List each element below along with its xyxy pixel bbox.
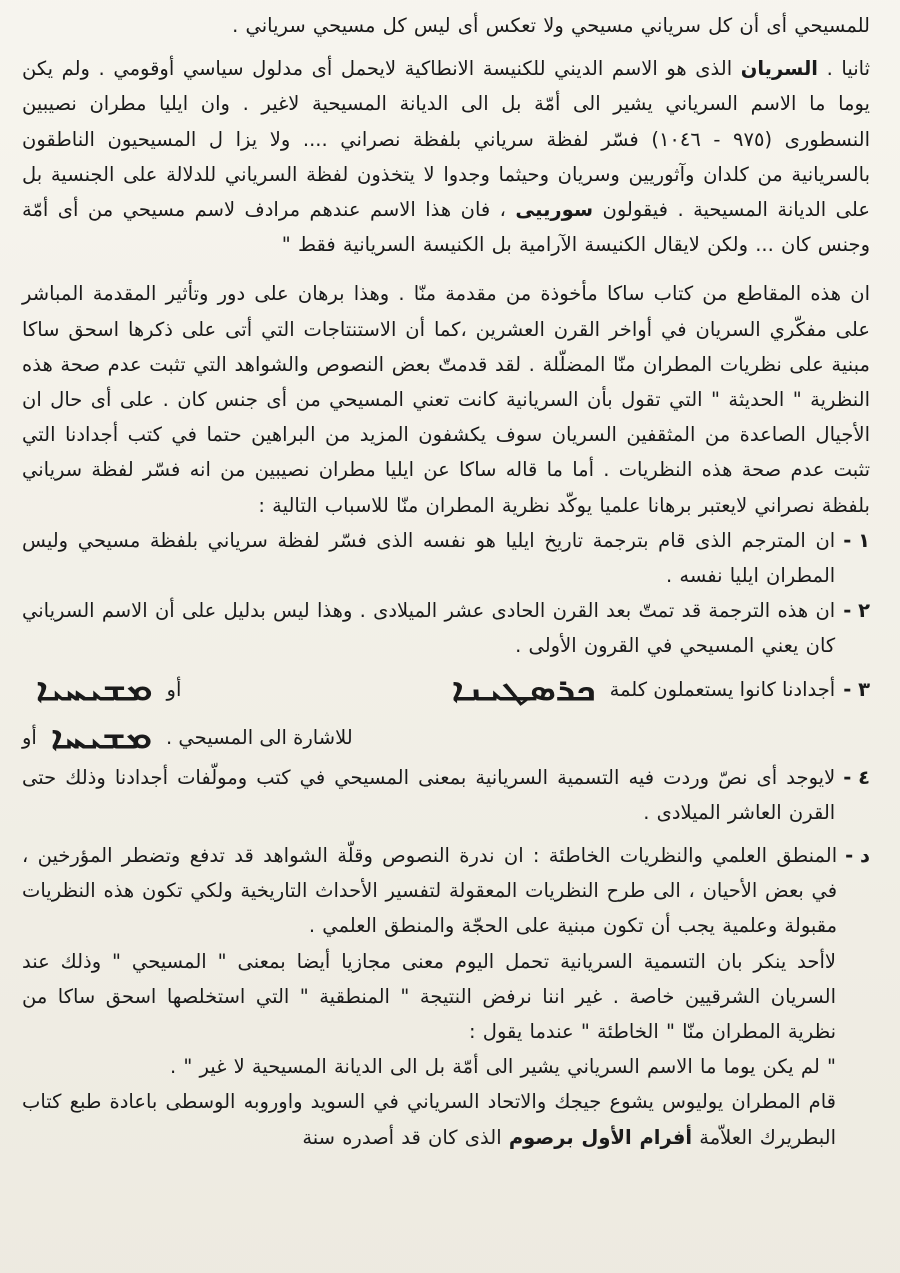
paragraph-second-tail: ، فان هذا الاسم عندهم مرادف لاسم مسيحي من أى أمّة وجنس كان ... ولكن لايقال الكنيسة الآرامية بل الكنيسة السريانية فقط " — [22, 198, 870, 257]
list-item-syriac-continuation — [22, 716, 870, 760]
section-d — [22, 838, 870, 944]
list-item-number: ٤ - — [843, 765, 870, 789]
syriac-word-mshiha: ܡܫܝܚܐ — [50, 720, 153, 755]
paragraph-analysis: ان هذه المقاطع من كتاب ساكا مأخوذة من مقدمة منّا . وهذا برهان على دور وتأثير المقدمة المباشر على مفكّري السريان في أواخر القرن العشرين ،كما أن الاستنتاجات التي أتى على ذكرها اسحق ساكا مبنية على نظريات المطران منّا المضلّلة . لقد قدمتّ بعض النصوص والشواهد التي تثبت عدم صحة هذه النظرية " الحديثة " التي تقول بأن السريانية كانت تعني المسيحي من أى جنس كان . على أى حال ان الأجيال الصاعدة من المثقفين السريان سوف يكشفون المزيد من البراهين حتما في كتب أجدادنا التي تثبت عدم صحة هذه النظريات . أما ما قاله ساكا عن ايليا مطران نصيبين من انه فسّر لفظة سرياني بلفظة نصراني لايعتبر برهانا علميا يوكّد نظرية المطران منّا للاسباب التالية : — [22, 282, 870, 517]
list-item-text: ان المترجم الذى قام بترجمة تاريخ ايليا هو نفسه الذى فسّر لفظة سرياني بلفظة مسيحي وليس المطران ايليا نفسه . — [22, 528, 836, 588]
list-item-text: لايوجد أى نصّ وردت فيه التسمية السريانية بمعنى المسيحي في كتب ومولّفات أجدادنا وذلك حتى القرن العاشر الميلادى . — [22, 765, 836, 824]
section-d-label: د - — [845, 844, 870, 868]
list-item — [22, 593, 870, 663]
term-sourayee: سورييى — [515, 198, 594, 222]
list-item-text: أجدادنا كانوا يستعملون كلمة — [609, 678, 836, 702]
term-syriac: السريان — [740, 57, 818, 81]
list-item-number: ٣ - — [843, 678, 870, 702]
paragraph-intro: للمسيحي أى أن كل سرياني مسيحي ولا تعكس أى ليس كل مسيحي سرياني . — [232, 14, 870, 37]
patriarch-name: أفرام الأول برصوم — [508, 1125, 693, 1149]
syriac-word-krestyana: ܟܪܣܛܝܢܐ — [451, 672, 596, 707]
paragraph-second-body: الذى هو الاسم الديني للكنيسة الانطاكية لايحمل أى مدلول سياسي أوقومي . ولم يكن يوما ما الاسم السرياني يشير الى أمّة بل الى الديانة المسيحية لاغير . وان ايليا مطران نصيبين النسطورى (٩٧٥ - ١٠٤٦) فسّر لفظة سرياني بلفظة نصراني .... ولا يزا ل المسيحيون الناطقون بالسريانية من كلدان وآثوريين وسريان وحيثما وجدوا لا يتخذون لفظة السرياني للدلالة على الجنسية بل على الديانة المسيحية . فيقولون — [22, 57, 871, 222]
list-item-number: ١ - — [843, 528, 870, 552]
paragraph-second — [22, 51, 870, 262]
conjunction-or: أو — [22, 726, 37, 750]
paragraph-reprint — [22, 1084, 870, 1154]
list-item — [22, 523, 870, 593]
section-d-text: المنطق العلمي والنظريات الخاطئة : ان ندرة النصوص وقلّة الشواهد قد تدفع وتضطر المؤرخين ، في بعض الأحيان ، الى طرح النظريات المعقولة لتفسير الأحداث التاريخية ولكي تكون هذه النظريات مقبولة وعلمية يجب أن تكون مبنية على الحجّة والمنطق العلمي . — [22, 844, 838, 938]
quotation: " لم يكن يوما ما الاسم السرياني يشير الى أمّة بل الى الديانة المسيحية لا غير " . — [169, 1055, 836, 1079]
syriac-word-mshihaya: ܡܫܝܚܝܐ — [36, 672, 153, 707]
conjunction-or: أو — [166, 678, 182, 702]
list-item — [22, 760, 870, 830]
section-label: ثانيا . — [826, 57, 870, 81]
list-item-number: ٢ - — [843, 599, 870, 623]
paragraph-reprint-body: قام المطران يوليوس يشوع جيجك والاتحاد السرياني في السويد واوروبه الوسطى باعادة طبع كتاب البطريرك العلاّمة — [22, 1090, 836, 1149]
list-item-text: للاشارة الى المسيحي . — [166, 726, 353, 750]
paragraph-reprint-tail: الذى كان قد أصدره سنة — [302, 1125, 502, 1149]
paragraph-rejection: لاأحد ينكر بان التسمية السريانية تحمل اليوم معنى مجازيا أيضا بمعنى " المسيحي " وذلك عند السريان الشرقيين خاصة . غير اننا نرفض النتيجة " المنطقية " التي استخلصها اسحق ساكا من نظرية المطران منّا " الخاطئة " عندما يقول : — [22, 949, 836, 1044]
list-item-text: ان هذه الترجمة قد تمتّ بعد القرن الحادى عشر الميلادى . وهذا ليس بدليل على أن الاسم السرياني كان يعني المسيحي في القرون الأولى . — [22, 599, 836, 658]
list-item-syriac-words — [22, 664, 870, 716]
